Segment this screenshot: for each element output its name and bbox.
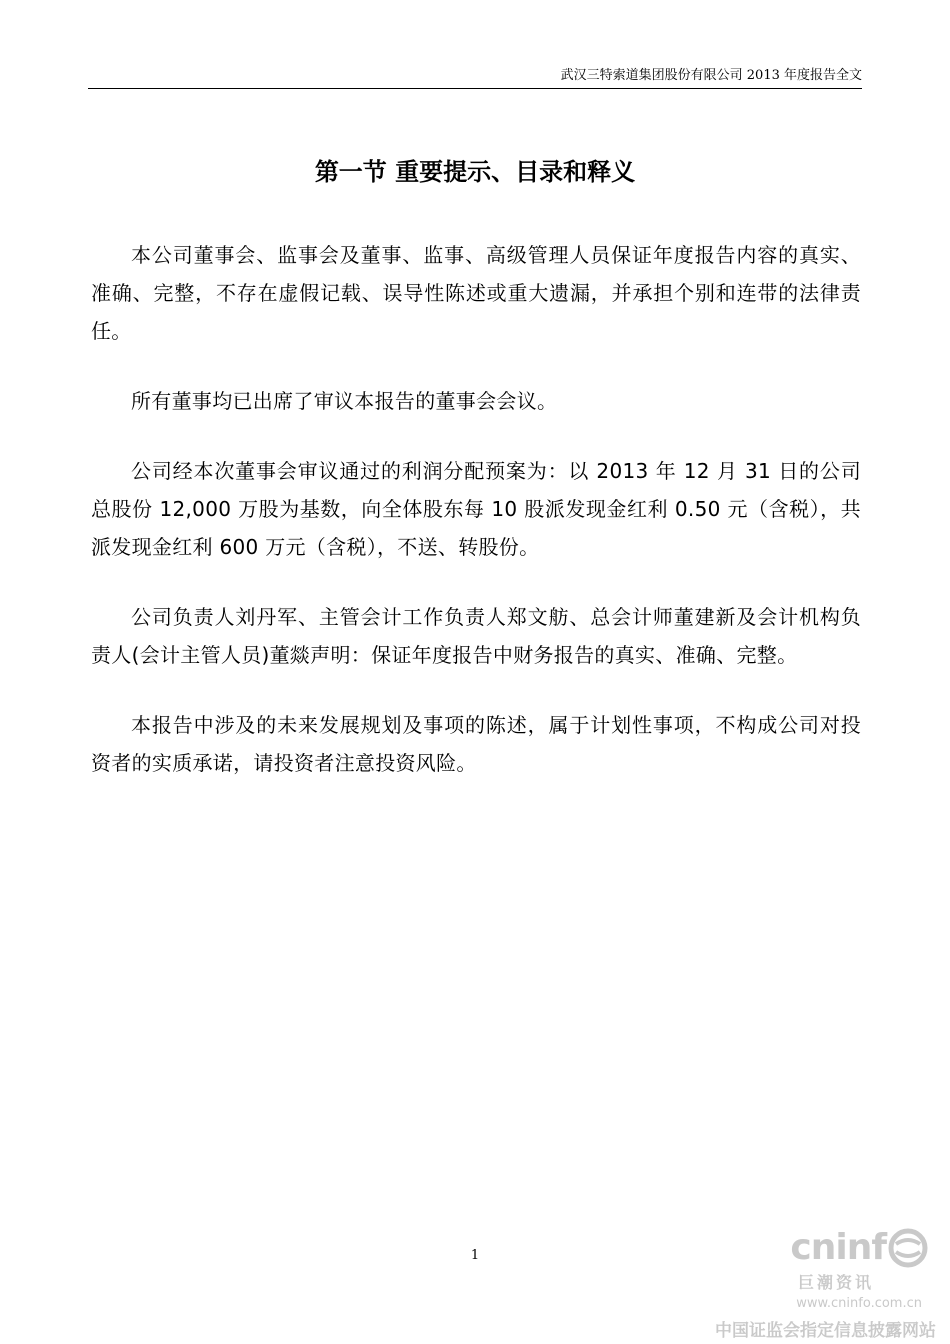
cninfo-logo-icon <box>888 1228 928 1268</box>
section-title: 第一节 重要提示、目录和释义 <box>314 158 636 186</box>
running-header-text: 武汉三特索道集团股份有限公司 2013 年度报告全文 <box>560 68 862 83</box>
watermark-logo-text: cninf <box>790 1227 886 1268</box>
page-number: 1 <box>470 1248 480 1263</box>
cninfo-watermark <box>706 1226 936 1341</box>
paragraph-attendance: 所有董事均已出席了审议本报告的董事会会议。 <box>131 389 558 413</box>
watermark-slogan: 中国证监会指定信息披露网站 <box>715 1321 936 1341</box>
watermark-url: www.cninfo.com.cn <box>796 1296 922 1311</box>
paragraph-risk-notice: 本报告中涉及的未来发展规划及事项的陈述，属于计划性事项，不构成公司对投资者的实质承诺，请投资者注意投资风险。 <box>91 713 861 775</box>
watermark-brand: 巨潮资讯 <box>797 1273 874 1292</box>
paragraph-financial-statement: 公司负责人刘丹军、主管会计工作负责人郑文舫、总会计师董建新及会计机构负责人(会计主管人员)董燚声明：保证年度报告中财务报告的真实、准确、完整。 <box>91 605 861 667</box>
paragraph-responsibility: 本公司董事会、监事会及董事、监事、高级管理人员保证年度报告内容的真实、准确、完整，不存在虚假记载、误导性陈述或重大遗漏，并承担个别和连带的法律责任。 <box>91 243 861 343</box>
paragraph-profit-distribution: 公司经本次董事会审议通过的利润分配预案为：以 2013 年 12 月 31 日的公司总股份 12,000 万股为基数，向全体股东每 10 股派发现金红利 0.50 元（含税），共派发现金红利 600 万元（含税），不送、转股份。 <box>91 459 861 559</box>
running-header <box>88 68 862 89</box>
body-text <box>91 236 861 814</box>
